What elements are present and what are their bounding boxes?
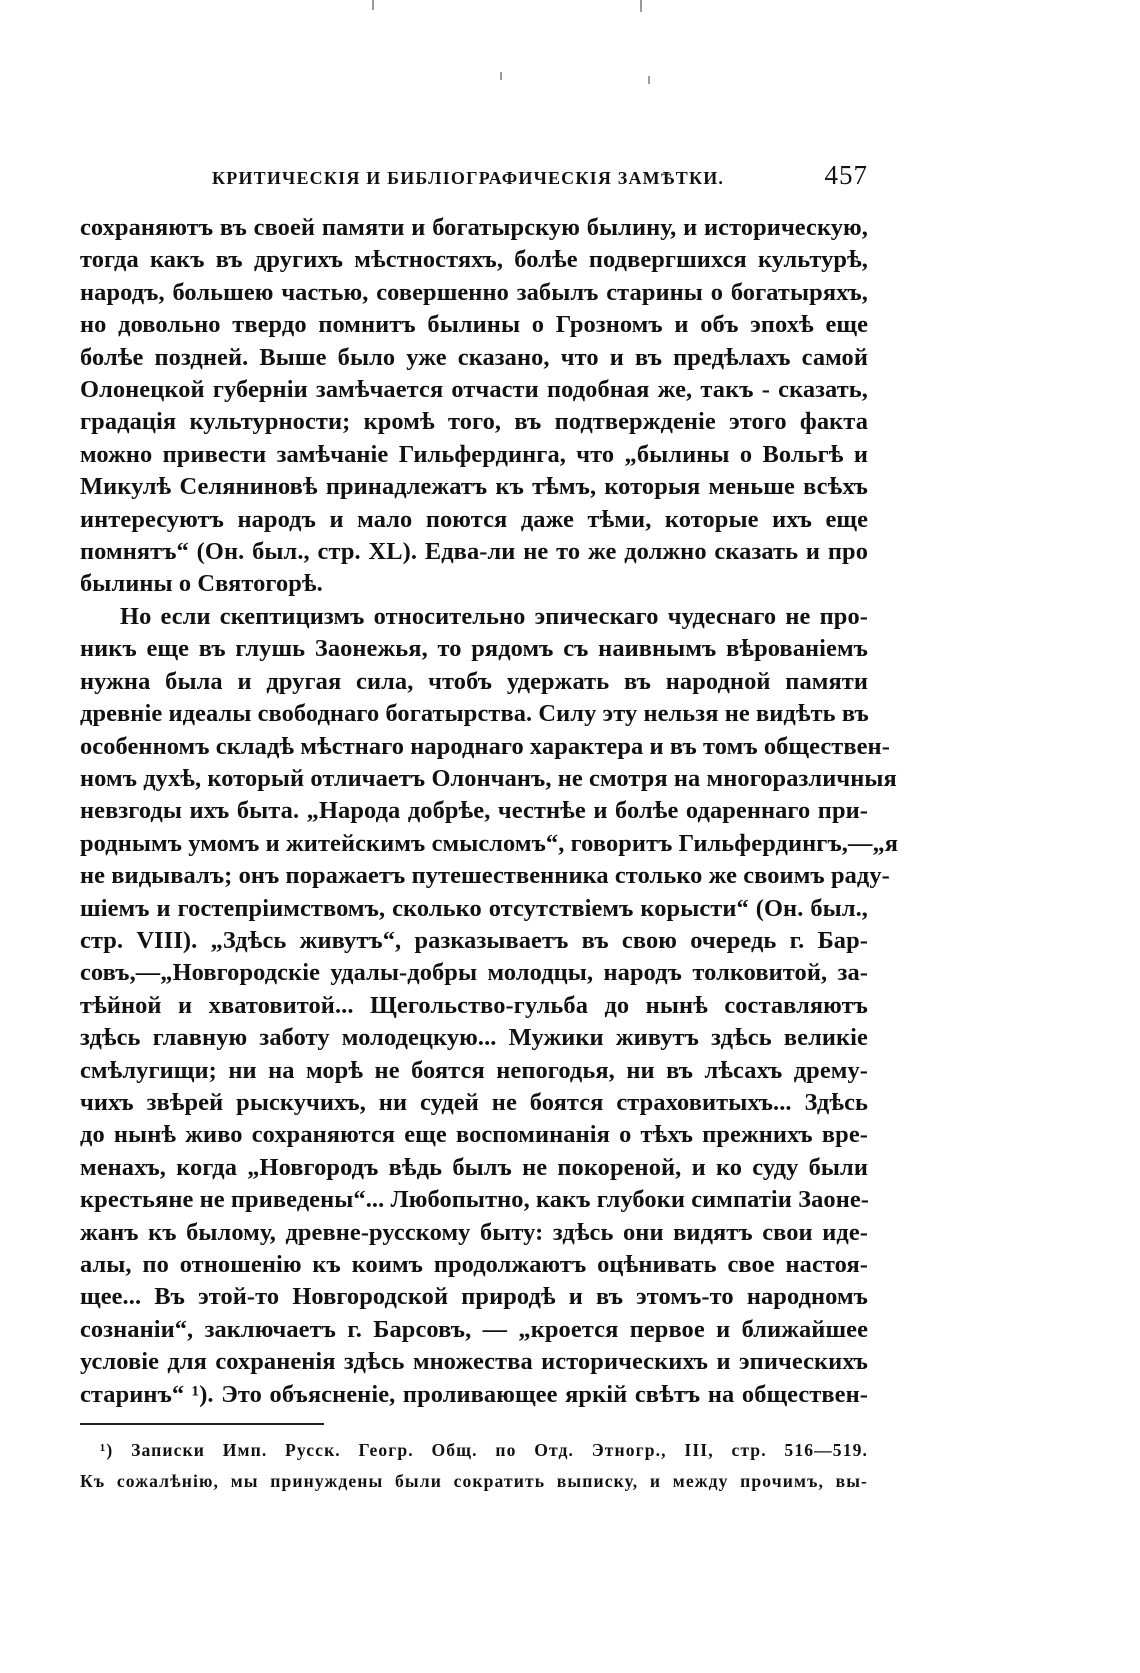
text-line: тогда какъ въ другихъ мѣстностяхъ, болѣе подвергшихся культурѣ, [80,246,868,274]
text-line: тѣйной и хватовитой... Щегольство-гульба до нынѣ составляютъ [80,991,868,1019]
text-line: народъ, большею частью, совершенно забылъ старины о богатыряхъ, [80,278,868,306]
text-line: интересуютъ народъ и мало поются даже тѣми, которые ихъ еще [80,505,868,533]
text-line: былины о Святогорѣ. [80,570,323,598]
text-line: невзгоды ихъ быта. „Народа добрѣе, честнѣе и болѣе одареннаго при- [80,797,868,825]
text-line: Олонецкой губерніи замѣчается отчасти подобная же, такъ - сказать, [80,376,868,404]
book-page [80,160,899,1497]
running-head [80,160,868,196]
paragraph [80,212,868,601]
scan-artifact [640,0,642,12]
text-line: щее... Въ этой-то Новгородской природѣ и въ этомъ-то народномъ [80,1283,868,1311]
scan-artifact [648,76,650,84]
text-line: условіе для сохраненія здѣсь множества историческихъ и эпическихъ [80,1348,868,1376]
text-line: можно привести замѣчаніе Гильфердинга, что „былины о Вольгѣ и [80,440,868,468]
paragraph [80,601,899,1411]
footnotes [80,1435,868,1497]
footnote-line: ¹) Записки Имп. Русск. Геогр. Общ. по Отд. Этногр., III, стр. 516—519. [100,1440,868,1461]
footnote-divider [80,1423,324,1425]
text-line: особенномъ складѣ мѣстнаго народнаго характера и въ томъ обществен- [80,732,890,760]
text-line: жанъ къ былому, древне-русскому быту: здѣсь они видятъ свои иде- [80,1218,868,1246]
text-line: роднымъ умомъ и житейскимъ смысломъ“, говоритъ Гильфердингъ,—„я [80,829,899,857]
text-line: чихъ звѣрей рыскучихъ, ни судей не боятся страховитыхъ... Здѣсь [80,1088,868,1116]
text-line: никъ еще въ глушь Заонежья, то рядомъ съ наивнымъ вѣрованіемъ [80,635,868,663]
body-text [80,212,899,1411]
text-line: алы, по отношенію къ коимъ продолжаютъ оцѣнивать свое настоя- [80,1251,868,1278]
text-line: крестьяне не приведены“... Любопытно, какъ глубоки симпатіи Заоне- [80,1186,869,1214]
scan-artifact [372,0,374,10]
text-line: стр. VIII). „Здѣсь живутъ“, разказываетъ въ свою очередь г. Бар- [80,926,868,954]
text-line: болѣе поздней. Выше было уже сказано, что и въ предѣлахъ самой [80,343,868,371]
scan-artifact [500,72,502,80]
text-line: градація культурности; кромѣ того, въ подтвержденіе этого факта [80,408,868,436]
running-title: КРИТИЧЕСКІЯ И БИБЛІОГРАФИЧЕСКІЯ ЗАМѢТКИ. [212,168,725,188]
text-line: совъ,—„Новгородскіе удалы-добры молодцы, народъ толковитой, за- [80,959,868,987]
text-line: но довольно твердо помнитъ былины о Грозномъ и объ эпохѣ еще [80,311,868,339]
text-line: до нынѣ живо сохраняются еще воспоминанія о тѣхъ прежнихъ вре- [80,1121,868,1149]
text-line: шіемъ и гостепріимствомъ, сколько отсутствіемъ корысти“ (Он. был., [80,894,868,922]
page-number: 457 [824,160,868,190]
text-line: Микулѣ Селяниновѣ принадлежатъ къ тѣмъ, которыя меньше всѣхъ [80,473,868,501]
text-line: смѣлугищи; ни на морѣ не боятся непогодья, ни въ лѣсахъ дрему- [80,1056,868,1084]
text-line: здѣсь главную заботу молодецкую... Мужики живутъ здѣсь великіе [80,1024,868,1052]
text-line: Но если скептицизмъ относительно эпическаго чудеснаго не про- [120,602,868,630]
text-line: сознаніи“, заключаетъ г. Барсовъ, — „кроется первое и ближайшее [80,1315,868,1343]
text-line: нужна была и другая сила, чтобъ удержать въ народной памяти [80,667,868,695]
text-line: старинъ“ ¹). Это объясненіе, проливающее яркій свѣтъ на обществен- [80,1380,868,1408]
text-line: помнятъ“ (Он. был., стр. XL). Едва-ли не то же должно сказать и про [80,538,868,566]
text-line: менахъ, когда „Новгородъ вѣдь былъ не покореной, и ко суду были [80,1153,868,1181]
text-line: номъ духѣ, который отличаетъ Олончанъ, не смотря на многоразличныя [80,764,897,792]
text-line: древніе идеалы свободнаго богатырства. Силу эту нельзя не видѣть въ [80,700,869,728]
text-line: не видывалъ; онъ поражаетъ путешественника столько же своимъ раду- [80,862,890,890]
footnote-line: Къ сожалѣнію, мы принуждены были сократить выписку, и между прочимъ, вы- [80,1471,868,1492]
text-line: сохраняютъ въ своей памяти и богатырскую былину, и историческую, [80,214,868,241]
